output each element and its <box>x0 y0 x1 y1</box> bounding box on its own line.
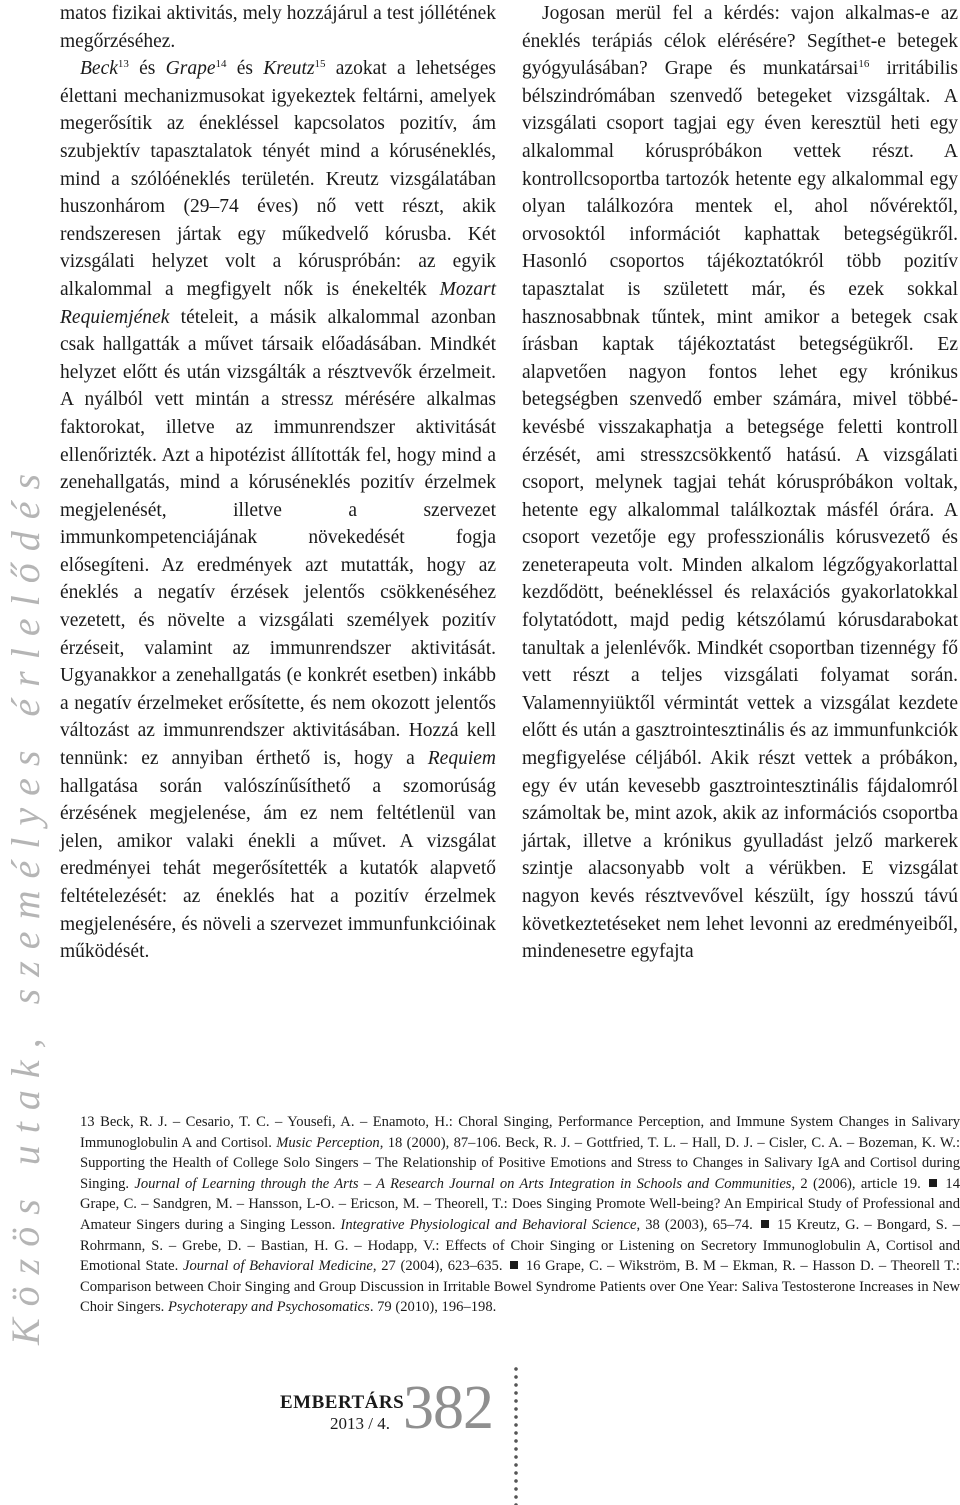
footnote-14: 14 Grape, C. – Sandgren, M. – Hansson, L-O. – Ericson, M. – Theorell, T.: Does Singing Promote Well-being? An Empirical Study of Professional and Amateur Singers during a Singing Lesson. Integrative Physiological and Behavioral Science, 38 (2003), 65–74. <box>80 1175 960 1233</box>
footnote-15: 15 Kreutz, G. – Bongard, S. – Rohrmann, S. – Grebe, D. – Bastian, H. G. – Hodapp, V.: Effects of Choir Singing or Listening on Secretory Immunoglobulin A, Cortisol and Emotional State. Journal of Behavioral Medicine, 27 (2004), 623–635. <box>80 1216 960 1275</box>
page-number: 382 <box>403 1374 493 1442</box>
author-grape: Grape <box>165 58 216 80</box>
issue-number: 2013 / 4. <box>330 1414 390 1433</box>
paragraph-therapy: Jogosan merül fel a kérdés: vajon alkalmas-e az éneklés terápiás célok elérésére? Segíthet-e betegek gyógyulásában? Grape és munkatársai$^{16}$ irritábilis bélszindrómában szenvedő betegeket vizsgáltak. A vizsgálati csoport tagjai egy éven keresztül heti egy alkalommal kóruspróbákon vettek részt. A kontrollcsoportba tartozók hetente egy alkalommal egy olyan találkozóra mentek el, ahol nővérektől, orvosoktól információt kaphattak betegségükről. Hasonló csoportos tájékoztatókról több pozitív tapasztalat is született már, és ezek sokkal hasznosabbnak tűntek, mint amikor a betegek csak írásban kaptak tájékoztatást betegségükről. Ez alapvetően nagyon fontos lehet egy krónikus betegségben szenvedő ember számára, mivel többé-kevésbé visszakaphatja a betegsége feletti kontroll érzését, ami stresszcsökkentő hatású. A vizsgálati csoport, melynek tagjai tehát kóruspróbákon voltak, hetente egy alkalommal találkoztak másfél órára. A csoport vezetője egy professzionális kórusvezető és zeneterapeuta volt. Minden alkalom légzőgyakorlattal kezdődött, beénekléssel és relaxációs gyakorlatokkal folytatódott, majd pedig kétszólamú kórusdarabokat tanultak a jelenlévők. Mindkét csoportban tizennégy fő vett részt a teljes vizsgálati folyamat során. Valamennyiüktől vérmintát vettek a vizsgálat kezdete előtt és után a gasztrointesztinális és az immunfunkciók megfigyelése céljából. Akik részt vettek a próbákon, egy év után kevesebb gasztrointesztinális fájdalomról számoltak be, mint azok, akik az információs csoportba jártak, illetve a krónikus gyulladást jelző markerek szintje alacsonyabb volt a vérükben. E vizsgálat nagyon kevés résztvevővel készült, így hosszú távú következtetéseket nem lehet levonni az eredményeiből, mindenesetre egyfajta <box>522 3 958 963</box>
magazine-name: EMBERTÁRS <box>280 1392 405 1413</box>
left-column <box>60 0 496 966</box>
author-beck: Beck <box>80 58 118 80</box>
magazine-masthead <box>280 1392 405 1434</box>
footnote-13: 13 Beck, R. J. – Cesario, T. C. – Yousefi, A. – Enamoto, H.: Choral Singing, Performance Perception, and Immune System Changes in Salivary Immunoglobulin A and Cortisol. Music Perception, 18 (2000), 87–106. Beck, R. J. – Gottfried, T. L. – Hall, D. J. – Cisler, C. A. – Bozeman, K. W.: Supporting the Health of College Solo Singers – The Relationship of Positive Emotions and Stress to Changes in Salivary IgA and Cortisol during Singing. Journal of Learning through the Arts – A Research Journal on Arts Integration in Schools and Communities, 2 (2006), article 19. <box>80 1114 960 1192</box>
side-section-title: Közös utak, személyes érlelődés <box>3 461 48 1345</box>
paragraph-beck-grape-kreutz: Beck$^{13}$ és Grape$^{14}$ és Kreutz$^{15}$ azokat a lehetséges élettani mechanizmusokat igyekeztek feltárni, amelyek megerősítik az énekléssel kapcsolatos pozitív, ám szubjektív tapasztalatok tényét mind a kóruséneklés, mind a szólóéneklés területén. Kreutz vizsgálatában huszonhárom (29–74 éves) nő vett részt, akik rendszeresen jártak egy műkedvelő kórusba. Két vizsgálati helyzet volt a kóruspróbán: az egyik alkalommal a megfigyelt nők is énekelték Mozart Requiemjének tételeit, a másik alkalommal azonban csak hallgatták a művet társaik előadásában. Mindkét helyzet előtt és után vizsgálták a résztvevők érzelmeit. A nyálból vett mintán a stressz mérésére alkalmas faktorokat, illetve az immunrendszer aktivitását ellenőrizték. Azt a hipotézist állították fel, hogy mind a zenehallgatás, mind a kóruséneklés pozitív érzelmek megjelenését, illetve a szervezet immunkompetenciájának növekedését fogja elősegíteni. Az eredmények azt mutatták, hogy az éneklés a negatív érzések jelentős csökkenéséhez vezetett, és növelte a vizsgálati személyek pozitív érzéseit, valamint az immunrendszer aktivitását. Ugyanakkor a zenehallgatás (e konkrét esetben) inkább a negatív érzelmeket erősítette, és nem okozott jelentős változást az immunrendszer aktivitásában. Hozzá kell tennünk: ez annyiban érthető is, hogy a Requiem hallgatása során valószínűsíthető a szomorúság érzésének megjelenése, ám ez nem feltétlenül van jelen, amikor valaki énekli a művet. A vizsgálat eredményei tehát megerősítették a kutatók alapvető feltételezését: az éneklés hat a pozitív érzelmek megjelenésére, és növeli a szervezet immunfunkcióinak működését. <box>60 58 496 963</box>
separator-square-icon <box>761 1220 769 1228</box>
footnote-ref-13[interactable]: 13 <box>117 58 129 71</box>
work-title-mozart-requiem: Mozart Requiemjének <box>60 278 496 328</box>
work-title-requiem: Requiem <box>427 748 496 770</box>
footnote-ref-14[interactable]: 14 <box>215 58 227 71</box>
footnotes <box>80 1112 960 1318</box>
paragraph-continued: matos fizikai aktivitás, mely hozzájárul a test jóllétének megőrzéséhez. <box>60 3 496 52</box>
footnote-16: 16 Grape, C. – Wikström, B. M – Ekman, R. – Hasson D. – Theorell T.: Comparison between Choir Singing and Group Discussion in Irritable Bowel Syndrome Patients over One Year: Saliva Testosterone Increases in New Choir Singers. Psychoterapy and Psychosomatics. 79 (2010), 196–198. <box>80 1258 960 1316</box>
right-column <box>522 0 958 966</box>
dotted-rule-decoration <box>512 1365 522 1505</box>
footnote-ref-16[interactable]: 16 <box>858 58 870 71</box>
footnote-ref-15[interactable]: 15 <box>314 58 326 71</box>
separator-square-icon <box>510 1261 518 1269</box>
author-kreutz: Kreutz <box>263 58 315 80</box>
separator-square-icon <box>929 1179 937 1187</box>
